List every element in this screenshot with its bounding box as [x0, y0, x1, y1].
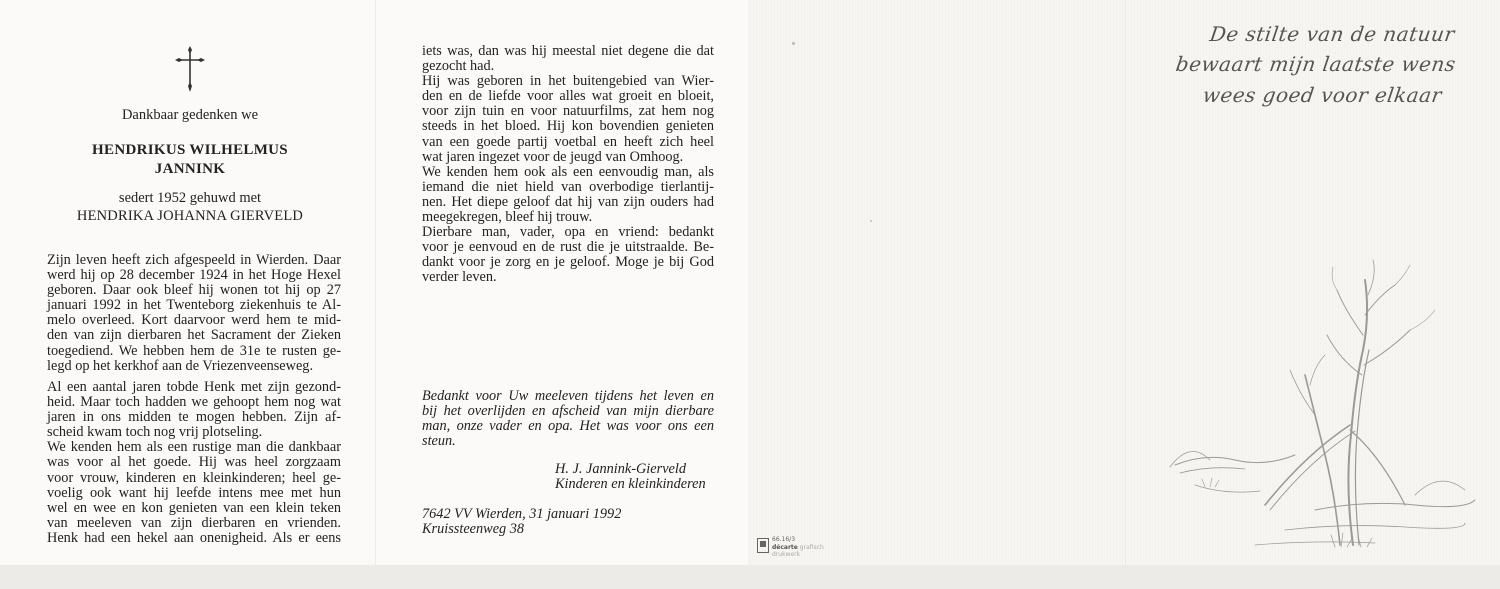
text-line: januari 1992 in het Twenteborg ziekenhuis te Al-	[47, 297, 341, 314]
signature-block	[555, 462, 706, 492]
text-line: steeds in het bloed. Hij kon bovendien genieten	[422, 118, 714, 135]
text-line: wat jaren ingezet voor de jeugd van Omhoog.	[422, 148, 684, 165]
text-line: We kenden hem als een rustige man die dankbaar	[47, 439, 341, 456]
paper-speck	[870, 220, 872, 222]
address-street: Kruissteenweg 38	[422, 521, 525, 538]
text-line: voelig ook want hij leefde intens mee met hun	[47, 484, 341, 501]
married-since: sedert 1952 gehuwd met	[118, 190, 262, 206]
logo-code: 66.16/3	[772, 536, 796, 543]
poem-line-3: wees goed voor elkaar	[1201, 83, 1444, 107]
text-line: heid. Maar toch hadden we gehoopt hem nog wat	[47, 394, 341, 411]
text-line: voor vrouw, kinderen en kleinkinderen; heel ge-	[47, 469, 341, 486]
text-line: Zijn leven heeft zich afgespeeld in Wierden. Daar	[47, 252, 341, 268]
cross-icon	[175, 46, 205, 92]
deceased-name-line2: JANNINK	[154, 161, 226, 177]
text-line: voor zijn tuin en voor natuurfilms, zat hem nog	[422, 103, 714, 120]
poem-line-1: De stilte van de natuur	[1208, 22, 1457, 46]
text-line: den van zijn dierbaren het Sacrament der Zieken	[47, 327, 341, 344]
text-line: nen. Het diepe geloof dat hij van zijn ouders had	[422, 193, 714, 210]
tree-sketch-illustration	[1165, 255, 1485, 560]
text-line: Bedankt voor Uw meeleven tijdens het leven en	[422, 388, 714, 404]
publisher-logo-icon	[757, 538, 769, 553]
text-line: verder leven.	[422, 269, 497, 286]
life-paragraph-2	[47, 380, 341, 546]
signature-family: Kinderen en kleinkinderen	[555, 476, 706, 493]
text-line: den en de liefde voor alles wat groeit en bloeit,	[422, 88, 714, 105]
address-block	[422, 507, 621, 537]
text-line: gezocht had.	[422, 58, 495, 75]
text-line: iemand die niet hield van overbodige tierlantij-	[422, 178, 714, 195]
publisher-logo	[757, 536, 837, 556]
text-line: jaren in ons midden te mogen hebben. Zijn af-	[47, 409, 341, 426]
text-line: geboren. Daar ook bleef hij wonen tot hij op 27	[47, 282, 341, 299]
text-line: man, onze vader en opa. Het was voor ons een	[422, 418, 714, 435]
text-line: van een goede partij voetbal en heeft zich heel	[422, 133, 714, 150]
text-line: toegediend. We hebben hem de 31e te rusten ge-	[47, 342, 341, 359]
text-line: bij het overlijden en afscheid van mijn dierbare	[422, 403, 714, 420]
signature-name: H. J. Jannink-Gierveld	[555, 461, 687, 477]
logo-brand: décarte grafisch drukwerk	[772, 544, 824, 558]
life-paragraph-3	[422, 44, 714, 286]
text-line: Henk had een hekel aan onenigheid. Als er eens	[47, 529, 341, 546]
text-line: voor je eenvoud en de rust die je uitstraalde. Be-	[422, 239, 714, 256]
text-line: We kenden hem ook als een eenvoudig man, als	[422, 163, 714, 180]
address-city-date: 7642 VV Wierden, 31 januari 1992	[422, 506, 622, 522]
text-line: wel en wee en kon genieten van een klein teken	[47, 499, 341, 516]
scan-bottom-strip	[0, 565, 1500, 589]
text-line: van meeleven van zijn dierbaren en vrienden.	[47, 514, 341, 531]
card-left-panel	[0, 0, 376, 565]
text-line: was voor al het goede. Hij was heel zorgzaam	[47, 454, 341, 471]
text-line: Hij was geboren in het buitengebied van Wier-	[422, 73, 714, 90]
paper-speck	[792, 42, 795, 45]
text-line: scheid kwam toch nog vrij plotseling.	[47, 424, 263, 441]
life-paragraph-1	[47, 253, 341, 374]
text-line: iets was, dan was hij meestal niet degene die dat	[422, 43, 714, 59]
thanks-paragraph	[422, 389, 714, 449]
text-line: dankt voor je zorg en je geloof. Moge je bij God	[422, 254, 714, 271]
text-line: meegekregen, bleef hij trouw.	[422, 209, 593, 226]
dankbaar-heading: Dankbaar gedenken we	[121, 107, 259, 123]
text-line: Al een aantal jaren tobde Henk met zijn gezond-	[47, 379, 341, 395]
text-line: melo overleed. Kort daarvoor werd hem te mid-	[47, 312, 341, 329]
card-fold-line	[1125, 0, 1126, 565]
spouse-name: HENDRIKA JOHANNA GIERVELD	[76, 208, 304, 224]
text-line: Dierbare man, vader, opa en vriend: bedankt	[422, 224, 714, 241]
deceased-name-line1: HENDRIKUS WILHELMUS	[92, 142, 288, 158]
text-line: werd hij op 28 december 1924 in het Hoge Hexel	[47, 267, 341, 284]
poem-line-2: bewaart mijn laatste wens	[1174, 52, 1458, 76]
text-line: legd op het kerkhof aan de Vriezenveenseweg.	[47, 357, 314, 374]
text-line: steun.	[422, 433, 456, 450]
